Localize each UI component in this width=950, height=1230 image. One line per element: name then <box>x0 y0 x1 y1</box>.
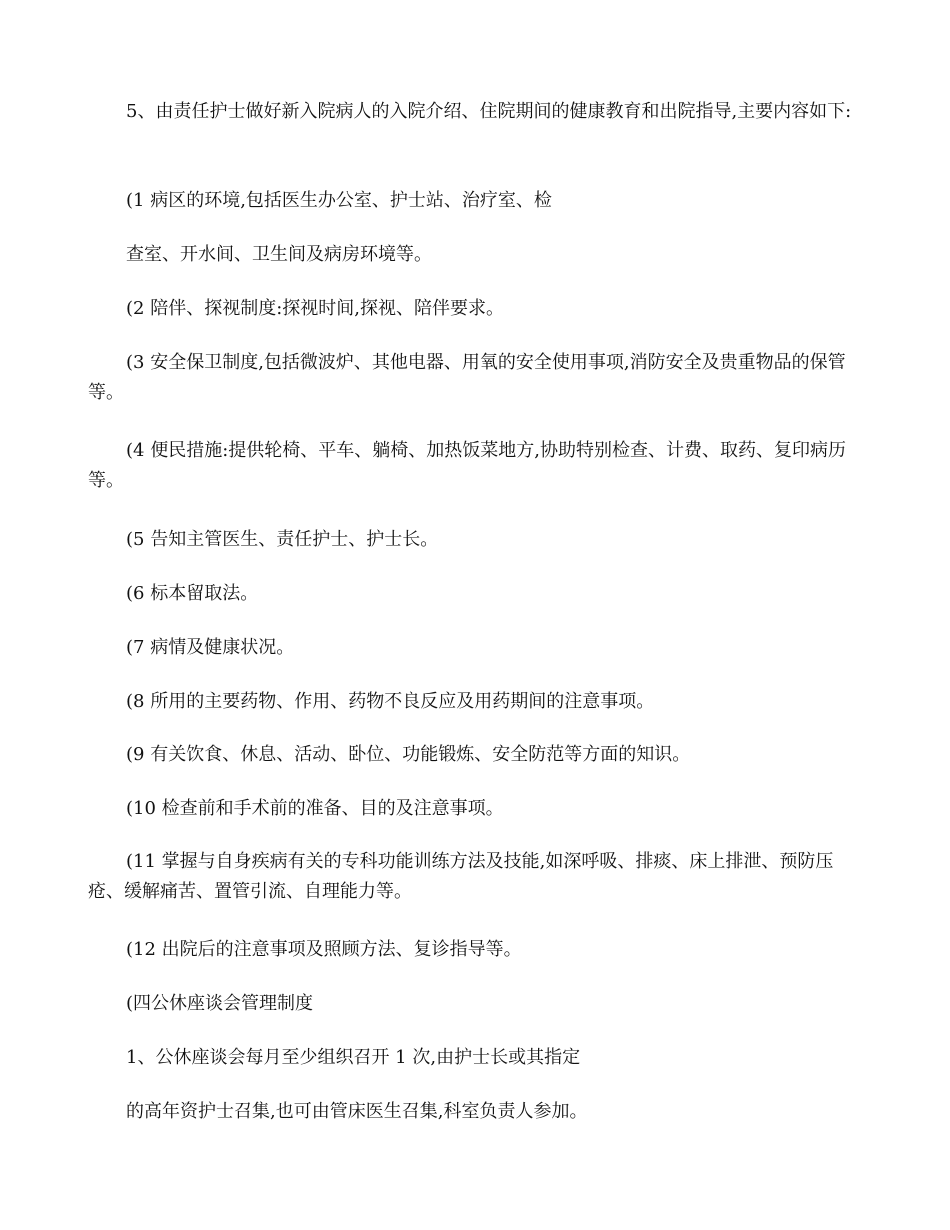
paragraph-admission-education: 5、由责任护士做好新入院病人的入院介绍、住院期间的健康教育和出院指导,主要内容如下: <box>126 101 852 122</box>
paragraph-item-3: (3 安全保卫制度,包括微波炉、其他电器、用氧的安全使用事项,消防安全及贵重物品的保管等。 <box>88 352 846 403</box>
paragraph-item-1: (1 病区的环境,包括医生办公室、护士站、治疗室、检 <box>126 190 552 211</box>
paragraph-item-1-cont: 查室、开水间、卫生间及病房环境等。 <box>126 244 432 265</box>
paragraph-item-4: (4 便民措施:提供轮椅、平车、躺椅、加热饭菜地方,协助特别检查、计费、取药、复印病历等。 <box>88 440 846 491</box>
paragraph-item-7: (7 病情及健康状况。 <box>126 637 295 658</box>
paragraph-item-10: (10 检查前和手术前的准备、目的及注意事项。 <box>126 798 504 819</box>
section-heading: (四公休座谈会管理制度 <box>126 993 314 1014</box>
paragraph-item-9: (9 有关饮食、休息、活动、卧位、功能锻炼、安全防范等方面的知识。 <box>126 744 691 765</box>
paragraph-item-11: (11 掌握与自身疾病有关的专科功能训练方法及技能,如深呼吸、排痰、床上排泄、预防压疮、缓解痛苦、置管引流、自理能力等。 <box>88 851 834 902</box>
paragraph-item-12: (12 出院后的注意事项及照顾方法、复诊指导等。 <box>126 939 522 960</box>
paragraph-rule-1: 1、公休座谈会每月至少组织召开 1 次,由护士长或其指定 <box>126 1047 581 1068</box>
paragraph-item-6: (6 标本留取法。 <box>126 583 259 604</box>
paragraph-item-5: (5 告知主管医生、责任护士、护士长。 <box>126 529 439 550</box>
paragraph-item-2: (2 陪伴、探视制度:探视时间,探视、陪伴要求。 <box>126 298 504 319</box>
paragraph-item-8: (8 所用的主要药物、作用、药物不良反应及用药期间的注意事项。 <box>126 691 655 712</box>
paragraph-rule-1-cont: 的高年资护士召集,也可由管床医生召集,科室负责人参加。 <box>126 1101 588 1122</box>
